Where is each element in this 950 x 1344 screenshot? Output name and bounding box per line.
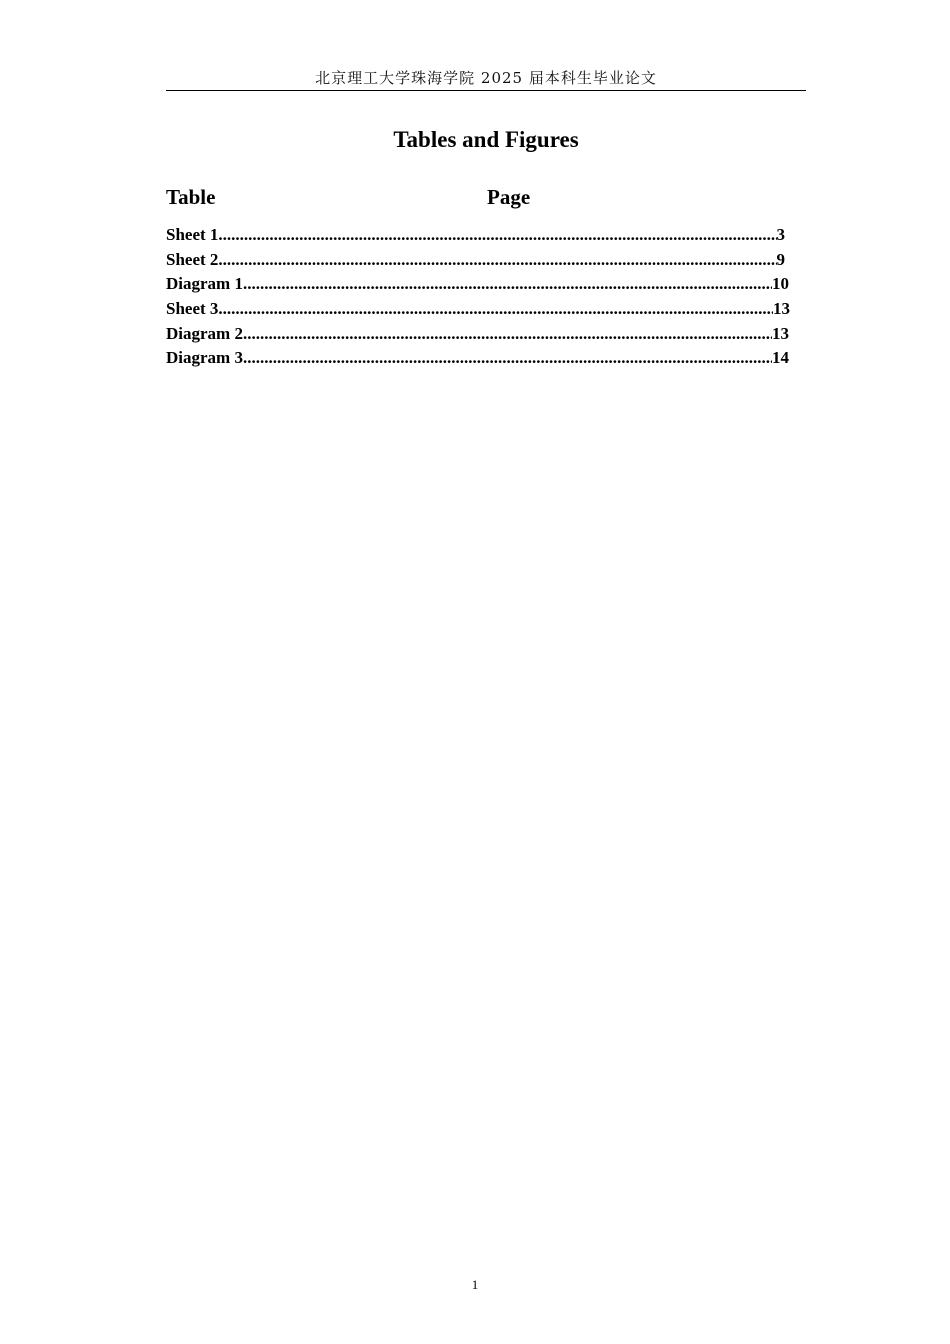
dot-leader bbox=[243, 322, 772, 347]
dot-leader bbox=[218, 223, 776, 248]
toc-entry-diagram-2[interactable] bbox=[166, 322, 789, 347]
toc-entry-label: Diagram 3 bbox=[166, 348, 243, 368]
toc-entry-label: Sheet 3 bbox=[166, 299, 219, 319]
toc-entry-page: 10 bbox=[772, 274, 789, 294]
header-text: 北京理工大学珠海学院 2025 届本科生毕业论文 bbox=[315, 69, 657, 87]
page-column-heading: Page bbox=[487, 185, 531, 209]
table-column-heading: Table bbox=[166, 185, 216, 209]
toc-entry-diagram-3[interactable] bbox=[166, 346, 789, 371]
toc-entry-page: 13 bbox=[773, 299, 790, 319]
toc-entry-diagram-1[interactable] bbox=[166, 272, 789, 297]
toc-entry-sheet-1[interactable] bbox=[166, 223, 785, 248]
toc-entry-sheet-3[interactable] bbox=[166, 297, 790, 322]
toc-entry-label: Sheet 1 bbox=[166, 225, 219, 244]
toc-entry-label: Diagram 2 bbox=[166, 323, 243, 343]
toc-entry-page: 3 bbox=[776, 225, 785, 244]
toc-entry-label: Diagram 1 bbox=[166, 274, 243, 294]
toc-entry-sheet-2[interactable] bbox=[166, 248, 785, 273]
list-of-tables-and-figures bbox=[166, 223, 790, 371]
page-title: Tables and Figures bbox=[393, 127, 579, 152]
dot-leader bbox=[218, 248, 776, 273]
dot-leader bbox=[218, 297, 773, 322]
toc-entry-page: 13 bbox=[772, 323, 789, 343]
dot-leader bbox=[243, 272, 772, 297]
page-number: 1 bbox=[471, 1277, 479, 1292]
toc-entry-page: 14 bbox=[772, 348, 789, 368]
toc-entry-page: 9 bbox=[776, 249, 785, 269]
toc-entry-label: Sheet 2 bbox=[166, 249, 219, 269]
page-header bbox=[166, 66, 806, 91]
dot-leader bbox=[243, 346, 772, 371]
